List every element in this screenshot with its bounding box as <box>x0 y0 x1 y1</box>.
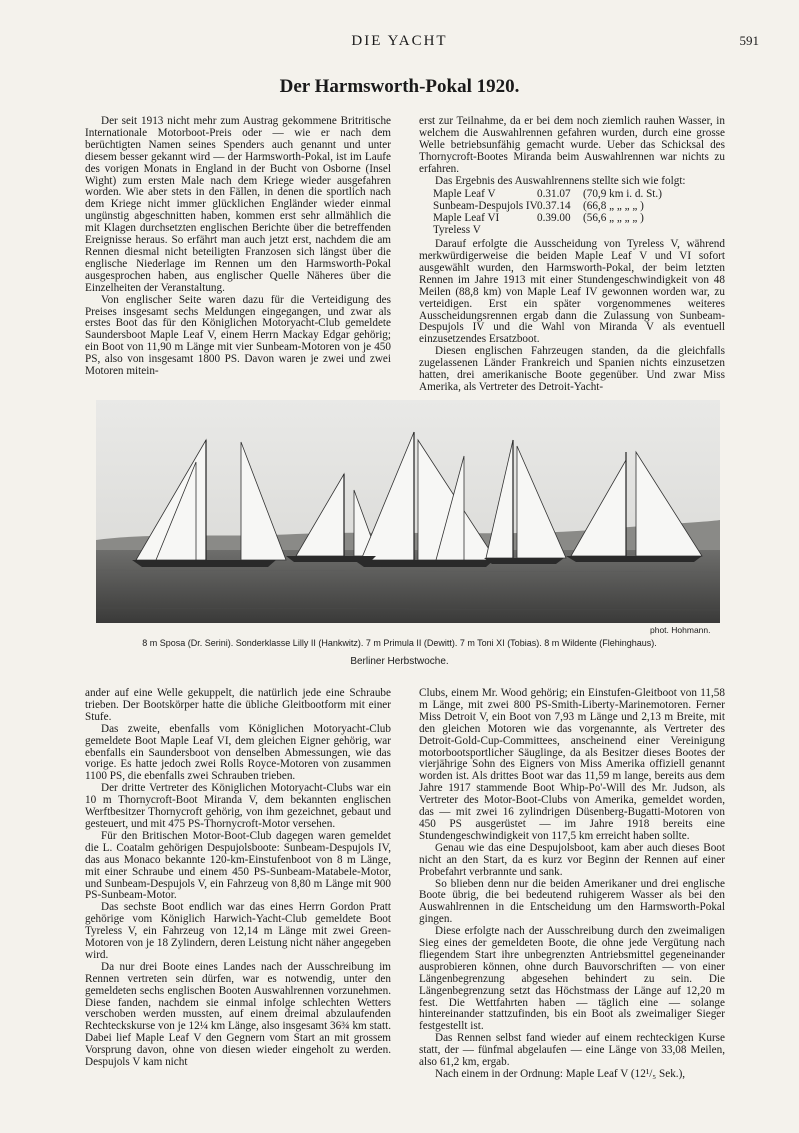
running-head: DIE YACHT <box>351 33 448 49</box>
column-bottom-left <box>85 688 391 1069</box>
result-boat: Maple Leaf V <box>433 188 496 201</box>
column-top-right <box>419 116 725 394</box>
photo-credit: phot. Hohmann. <box>650 625 711 635</box>
paragraph: Da nur drei Boote eines Landes nach der Ausschreibung im Rennen vertreten sein dürfen, war es notwendig, unter den gemeldeten sechs englischen Booten Auswahlrennen vorzunehmen. Diese fanden, nachdem sie einmal infolge schlechten Wetters verschoben werden mussten, auf einem dreimal abzulaufenden Rechteckskurse von je 12¼ km Länge, also insgesamt 36¾ km statt. Dabei lief Maple Leaf V den Gegnern vom Start an mit grossem Vorsprung davon, ohne von diesen wieder eingeholt zu werden. Despujols V kam nicht <box>85 960 391 1069</box>
result-time: 0.31.07 <box>537 188 571 201</box>
sailboats-illustration <box>96 400 720 623</box>
paragraph: Das Ergebnis des Auswahlrennens stellte sich wie folgt: <box>435 174 686 187</box>
paragraph: Das sechste Boot endlich war das eines Herrn Gordon Pratt gehörige vom Königlich Harwich-Yacht-Club gemeldete Boot Tyreless V, ein Fahrzeug von 12,14 m Länge mit zwei Green-Motoren von je 18 Zylindern, deren Leistung nicht näher angegeben wird. <box>85 901 391 961</box>
paragraph: Der dritte Vertreter des Königlichen Motoryacht-Clubs war ein 10 m Thornycroft-Boot Miranda V, dem bekannten englischen Werftbesitzer Thornycroft gehörig, von ihm gezeichnet, gebaut und gesteuert, und mit 475 PS-Thornycroft-Motor versehen. <box>85 782 391 830</box>
result-note: (56,6 „ „ „ „ ) <box>583 212 644 225</box>
result-boat: Tyreless V <box>433 224 481 237</box>
paragraph: Clubs, einem Mr. Wood gehörig; ein Einstufen-Gleitboot von 11,58 m Länge, mit zwei 800 PS-Smith-Liberty-Marinemotoren. Ferner Miss Detroit V, ein Boot von 7,93 m Länge und 2,13 m Breite, mit den gleichen Motoren wie das vorgenannte, als Vertreter des Detroit-Gold-Cup-Committees, anscheinend einer Vereinigung motorbootsportlicher Säuglinge, da als Besitzer dieses Bootes der vierjährige Sohn des Eigners von Miss Amerika offiziell genannt worden ist. Als drittes Boot war das 11,59 m lange, bereits aus dem Jahre 1917 stammende Boot Whip-Po'-Will des Mr. Judson, als Vertreter des Motor-Boot-Clubs von Amerika, gemeldet worden, das — mit zwei 16 zylindrigen Düsenberg-Bugatti-Motoren von 450 PS ausgerüstet — im Jahre 1918 bereits eine Stundengeschwindigkeit von 117,5 km erreicht haben sollte. <box>419 687 725 842</box>
paragraph: Nach einem in der Ordnung: Maple Leaf V (12¹/₅ Sek.), <box>435 1068 686 1080</box>
paragraph: Das Rennen selbst fand wieder auf einem rechteckigen Kurse statt, der — fünfmal abgelaufen — eine Länge von 33,08 Meilen, also 61,2 km, ergab. <box>419 1032 725 1069</box>
paragraph: Das zweite, ebenfalls vom Königlichen Motoryacht-Club gemeldete Boot Maple Leaf VI, dem gleichen Eigner gehörig, war ebenfalls ein Saundersboot von denselben Abmessungen, wie das vorige. Es hatte jedoch zwei Rolls Royce-Motoren von zusammen 1100 PS, die ebenfalls zwei Schrauben trieben. <box>85 722 391 783</box>
column-bottom-right <box>419 688 725 1081</box>
article-title: Der Harmsworth-Pokal 1920. <box>279 76 520 97</box>
result-row <box>433 225 725 237</box>
paragraph: Für den Britischen Motor-Boot-Club dagegen waren gemeldet die L. Coatalm gehörigen Despujolsboote: Sunbeam-Despujols IV, das aus Monaco bekannte 120-km-Einstufenboot von 8 m Länge, mit einer Schraube und einem 450 PS-Sunbeam-Matabele-Motor, und Sunbeam-Despujols V, ein Fahrzeug von 8,80 m Länge mit 900 PS-Sunbeam-Motor. <box>85 829 391 902</box>
paragraph: Genau wie das eine Despujolsboot, kam aber auch dieses Boot nicht an den Start, da es kurz vor Beginn der Rennen auf einer Probefahrt verbrannte und sank. <box>419 841 725 878</box>
page-header <box>0 33 799 53</box>
result-note: (70,9 km i. d. St.) <box>583 188 662 201</box>
paragraph: Diese erfolgte nach der Ausschreibung durch den zweimaligen Sieg eines der gemeldeten Boote, die ohne jede Vergütung nach fliegendem Start ihre unbegrenzten Antriebsmittel gegeneinander ausprobieren können, ohne durch Bauvorschriften — von einer Längenbegrenzung abgesehen behindert zu sein. Die Längenbegrenzung setzt das Höchstmass der Länge auf 12,20 m fest. Die Wettfahrten haben — täglich eine — solange hintereinander stattzufinden, bis ein Boot als zweimaliger Sieger festgestellt ist. <box>419 925 725 1033</box>
result-time: 0.37.14 <box>537 200 571 213</box>
result-boat: Maple Leaf VI <box>433 212 500 225</box>
paragraph: Darauf erfolgte die Ausscheidung von Tyreless V, während merkwürdigerweise die beiden Maple Leaf V und VI sofort ausgewählt wurden, den Harmsworth-Pokal, der beim letzten Rennen im Jahre 1913 mit einer Stundengeschwindigkeit von 48 Meilen (88,8 km) von Maple Leaf IV gewonnen worden war, zu verteidigen. Erst ein später vorgenommenes weiteres Ausscheidungsrennen ergab dann die Zulassung von Sunbeam-Despujols IV und die Wahl von Miranda V als eventuell einzusetzendes Ersatzboot. <box>419 238 725 346</box>
sailboats-photo <box>96 400 720 623</box>
paragraph: So blieben denn nur die beiden Amerikaner und drei englische Boote übrig, die bei bedeutend ruhigerem Wasser als bei den Auswahlrennen in die Entscheidung um den Harmsworth-Pokal gingen. <box>419 877 725 926</box>
paragraph: Von englischer Seite waren dazu für die Verteidigung des Preises insgesamt sechs Meldungen eingegangen, und zwar als erstes Boot das für den Königlichen Motoryacht-Club gemeldete Saundersboot Maple Leaf V, einem Herrn Mackay Edgar gehörig; ein Boot von 11,90 m Länge mit vier Sunbeam-Motoren von je 450 PS, also von insgesamt 1800 PS. Davon waren je zwei und zwei Motoren mitein- <box>85 293 391 378</box>
results-table <box>433 189 725 237</box>
paragraph: Diesen englischen Fahrzeugen standen, da die gleichfalls zugelassenen Länder Frankreich und Spanien nichts einzusetzen hatten, drei amerikanische Boote gegenüber. Und zwar Miss Amerika, als Vertreter des Detroit-Yacht- <box>419 345 725 393</box>
paragraph: Der seit 1913 nicht mehr zum Austrag gekommene Britritische Internationale Motorboot-Preis oder — wie er nach dem berüchtigten Namen seines Spenders auch genannt und unter diesem besser gekannt wird — der Harmsworth-Pokal, ist im Laufe des vorigen Monats in England in der Bucht von Osborne (Insel Wight) zum ersten Male nach dem Kriege wieder ausgefahren worden. Wie aber stets in den Fällen, in denen die sportlich nach dem Kriege nicht immer glücklichen Engländer wieder einmal ungünstig abgeschnitten haben, kommen erst sehr allmählich die mit Klagen durchsetzten englischen Berichte über die betreffenden Ereignisse heraus. So erfährt man auch jetzt erst, nachdem die am Rennen diesmal nicht beteiligten Franzosen sich längst über die englische Niederlage im Rennen um den Harmsworth-Pokal ausgesprochen haben, aus englischer Quelle Näheres über die Einzelheiten der Veranstaltung. <box>85 115 391 294</box>
column-top-left <box>85 116 391 378</box>
paragraph: erst zur Teilnahme, da er bei dem noch ziemlich rauhen Wasser, in welchem die Auswahlrennen gefahren wurden, durch eine grosse Welle betriebsunfähig gemacht wurde. Ueber das Schicksal des Thornycroft-Bootes Miranda beim Auswahlrennen war nichts zu erfahren. <box>419 115 725 175</box>
result-time: 0.39.00 <box>537 212 571 225</box>
result-note: (66,8 „ „ „ „ ) <box>583 200 644 213</box>
photo-caption: 8 m Sposa (Dr. Serini). Sonderklasse Lilly II (Hankwitz). 7 m Primula II (Dewitt). 7 m Toni XI (Tobias). 8 m Wildente (Flehinghaus). <box>142 638 657 648</box>
result-boat: Sunbeam-Despujols IV <box>433 200 538 213</box>
photo-subcaption: Berliner Herbstwoche. <box>350 656 449 667</box>
page-number: 591 <box>739 33 759 48</box>
paragraph: ander auf eine Welle gekuppelt, die natürlich jede eine Schraube trieben. Der Bootskörper hatte die übliche Gleitbootform mit einer Stufe. <box>85 687 391 723</box>
